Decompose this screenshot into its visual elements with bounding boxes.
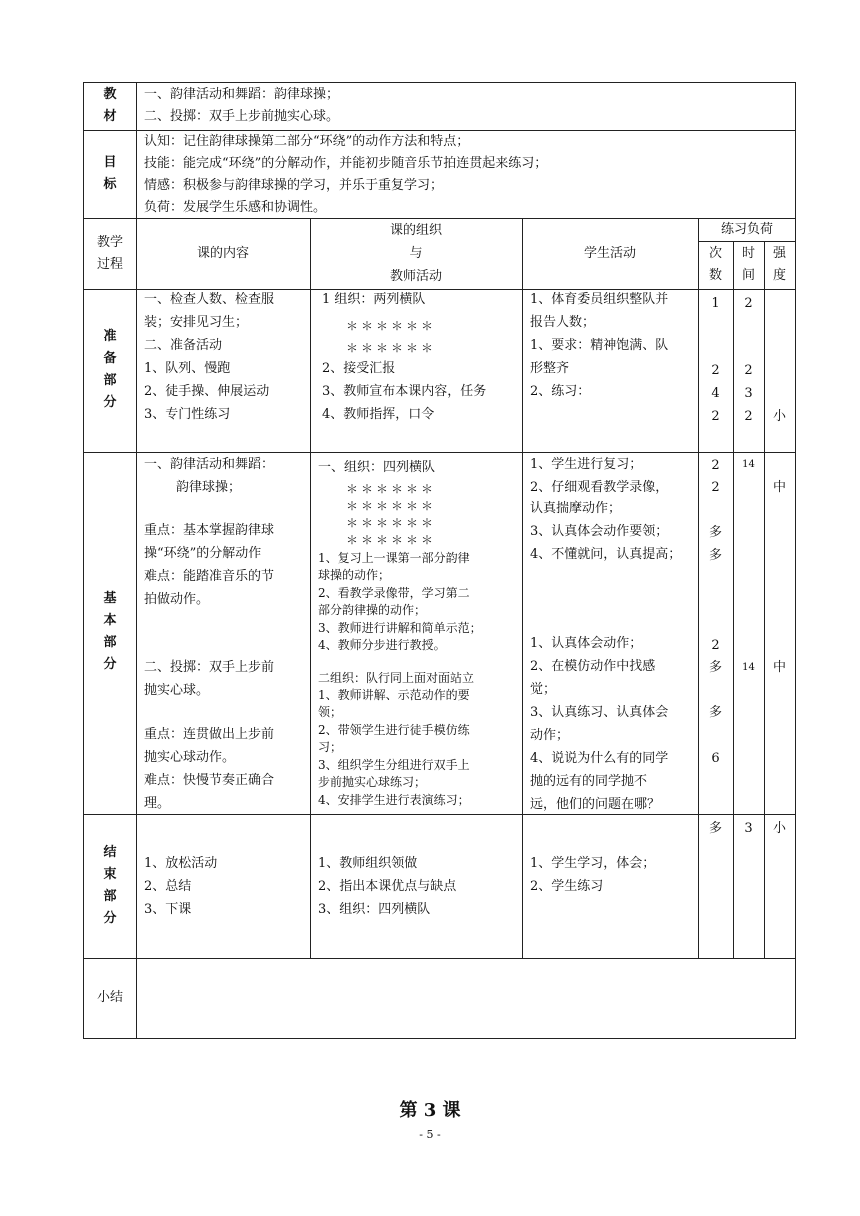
prep-content-3: 二、准备活动 <box>144 338 223 353</box>
header-times-2: 数 <box>708 268 722 283</box>
basic-org1-6: 4、教师分步进行教授。 <box>318 638 446 652</box>
end-content-2: 2、总结 <box>144 879 192 894</box>
basic-student1-5: 4、不懂就问，认真提高； <box>530 547 682 562</box>
header-times-1: 次 <box>708 246 722 261</box>
basic-org2-6: 3、组织学生分组进行双手上 <box>318 758 470 772</box>
basic-times-2: 2 <box>711 480 720 495</box>
header-org-3: 教师活动 <box>389 269 442 284</box>
prep-times-1: 1 <box>711 296 720 311</box>
objective-emotion: 情感：积极参与韵律球操的学习，并乐于重复学习； <box>144 178 444 193</box>
page-number: - 5 - <box>419 1128 441 1141</box>
prep-duration-1: 2 <box>744 296 753 311</box>
prep-times-3: 4 <box>711 386 720 401</box>
basic-formation-row-3: ＊＊＊＊＊＊ <box>346 516 437 530</box>
basic-formation-row-1: ＊＊＊＊＊＊ <box>346 482 437 496</box>
basic-org2-7: 步前抛实心球练习； <box>318 775 427 789</box>
basic-content-10: 抛实心球动作。 <box>144 750 236 765</box>
basic-student2-2: 2、在模仿动作中找感 <box>530 659 656 674</box>
basic-org2-5: 习； <box>318 740 343 754</box>
basic-content-8: 抛实心球。 <box>144 683 210 698</box>
prep-formation-row-1: ＊＊＊＊＊＊ <box>346 319 437 333</box>
end-content-1: 1、放松活动 <box>144 856 218 871</box>
objectives-label: 目 标 <box>103 155 117 192</box>
header-org-2: 与 <box>409 246 423 261</box>
prep-student-1: 1、体育委员组织整队并 <box>530 292 669 307</box>
end-times: 多 <box>708 821 722 836</box>
basic-content-5: 难点：能踏准音乐的节 <box>144 569 275 584</box>
basic-org2-4: 2、带领学生进行徒手模仿练 <box>318 723 470 737</box>
basic-student1-4: 3、认真体会动作要领； <box>530 524 669 539</box>
prep-content-4: 1、队列、慢跑 <box>144 361 231 376</box>
basic-times-3: 多 <box>708 525 722 540</box>
header-process-1: 教学 <box>96 235 123 250</box>
prep-duration-3: 3 <box>744 386 753 401</box>
header-load: 练习负荷 <box>720 222 773 237</box>
basic-org1-1: 1、复习上一课第一部分韵律 <box>318 551 470 565</box>
prep-org-5: 4、教师指挥，口令 <box>322 407 435 422</box>
prep-org-4: 3、教师宣布本课内容，任务 <box>322 384 487 399</box>
end-content-3: 3、下课 <box>144 902 192 917</box>
basic-content-2: 韵律球操； <box>176 480 242 495</box>
summary-label: 小结 <box>96 990 123 1005</box>
header-duration-1: 时 <box>741 246 755 261</box>
basic-times-1: 2 <box>711 458 720 473</box>
basic-label: 基 本 部 分 <box>103 591 117 672</box>
objective-load: 负荷：发展学生乐感和协调性。 <box>144 200 327 215</box>
basic-times-8: 6 <box>711 751 720 766</box>
prep-student-3: 1、要求：精神饱满、队 <box>530 338 669 353</box>
lesson-title: 第 3 课 <box>399 1100 461 1121</box>
basic-org1-5: 3、教师进行讲解和简单示范； <box>318 621 482 635</box>
basic-duration-1: 14 <box>742 459 755 470</box>
basic-org1-2: 球操的动作； <box>318 568 391 582</box>
basic-student2-5: 动作； <box>530 728 570 743</box>
basic-content-1: 一、韵律活动和舞蹈： <box>144 457 275 472</box>
prep-duration-2: 2 <box>744 363 753 378</box>
header-duration-2: 间 <box>741 268 755 283</box>
end-intensity: 小 <box>772 821 786 836</box>
basic-org2-2: 1、教师讲解、示范动作的要 <box>318 688 470 702</box>
basic-org1-4: 部分韵律操的动作； <box>318 603 427 617</box>
objective-cognition: 认知：记住韵律球操第二部分“环绕”的动作方法和特点； <box>144 134 470 149</box>
basic-formation-row-2: ＊＊＊＊＊＊ <box>346 499 437 513</box>
basic-content-7: 二、投掷：双手上步前 <box>144 660 275 675</box>
basic-times-6: 多 <box>708 660 722 675</box>
basic-content-12: 理。 <box>144 796 171 811</box>
material-label: 教 材 <box>103 87 117 124</box>
prep-content-1: 一、检查人数、检查服 <box>144 292 275 307</box>
prep-duration-4: 2 <box>744 409 753 424</box>
basic-content-4: 操“环绕”的分解动作 <box>144 546 262 561</box>
prep-content-5: 2、徒手操、伸展运动 <box>144 384 270 399</box>
basic-intensity-1: 中 <box>772 480 786 495</box>
end-label: 结 束 部 分 <box>103 845 117 926</box>
basic-times-5: 2 <box>711 638 720 653</box>
material-line-2: 二、投掷：双手上步前抛实心球。 <box>144 109 340 124</box>
end-org-1: 1、教师组织领做 <box>318 856 418 871</box>
objective-skill: 技能：能完成“环绕”的分解动作，并能初步随音乐节拍连贯起来练习； <box>144 156 548 171</box>
prep-intensity: 小 <box>772 409 786 424</box>
basic-org1-title: 一、组织：四列横队 <box>318 460 436 475</box>
basic-intensity-2: 中 <box>772 660 786 675</box>
basic-formation-row-4: ＊＊＊＊＊＊ <box>346 533 437 547</box>
prep-times-4: 2 <box>711 409 720 424</box>
basic-times-4: 多 <box>708 548 722 563</box>
prep-content-6: 3、专门性练习 <box>144 407 231 422</box>
prep-org-1: 1 组织：两列横队 <box>322 292 426 307</box>
header-org-1: 课的组织 <box>389 223 442 238</box>
header-process-2: 过程 <box>96 257 123 272</box>
prep-student-2: 报告人数； <box>530 315 596 330</box>
prep-formation-row-2: ＊＊＊＊＊＊ <box>346 341 437 355</box>
basic-student2-6: 4、说说为什么有的同学 <box>530 751 669 766</box>
basic-duration-2: 14 <box>742 662 755 673</box>
end-student-2: 2、学生练习 <box>530 879 604 894</box>
basic-content-6: 拍做动作。 <box>144 592 210 607</box>
header-intensity-1: 强 <box>772 246 786 261</box>
header-content: 课的内容 <box>196 246 249 261</box>
basic-org2-3: 领； <box>318 705 343 719</box>
end-org-3: 3、组织：四列横队 <box>318 902 431 917</box>
basic-student2-8: 远，他们的问题在哪？ <box>530 797 661 812</box>
basic-student1-3: 认真揣摩动作； <box>530 501 622 516</box>
basic-content-11: 难点：快慢节奏正确合 <box>144 773 275 788</box>
prep-org-3: 2、接受汇报 <box>322 361 396 376</box>
basic-org2-1: 二组织：队行同上面对面站立 <box>318 671 475 685</box>
header-student: 学生活动 <box>583 246 636 261</box>
prep-student-5: 2、练习： <box>530 384 591 399</box>
prep-student-4: 形整齐 <box>530 361 570 376</box>
basic-student2-1: 1、认真体会动作； <box>530 636 643 651</box>
header-intensity-2: 度 <box>772 268 786 283</box>
basic-org2-8: 4、安排学生进行表演练习； <box>318 793 470 807</box>
basic-times-7: 多 <box>708 705 722 720</box>
prep-times-2: 2 <box>711 363 720 378</box>
basic-content-9: 重点：连贯做出上步前 <box>144 727 275 742</box>
basic-student2-4: 3、认真练习、认真体会 <box>530 705 669 720</box>
basic-org1-3: 2、看教学录像带，学习第二 <box>318 586 470 600</box>
basic-student2-3: 觉； <box>530 682 557 697</box>
end-duration: 3 <box>744 821 753 836</box>
basic-student1-1: 1、学生进行复习； <box>530 457 643 472</box>
end-org-2: 2、指出本课优点与缺点 <box>318 879 457 894</box>
prep-label: 准 备 部 分 <box>103 329 117 410</box>
basic-student1-2: 2、仔细观看教学录像， <box>530 480 669 495</box>
material-line-1: 一、韵律活动和舞蹈：韵律球操； <box>144 87 340 102</box>
prep-content-2: 装；安排见习生； <box>144 315 249 330</box>
basic-content-3: 重点：基本掌握韵律球 <box>144 523 275 538</box>
end-student-1: 1、学生学习，体会； <box>530 856 656 871</box>
basic-student2-7: 抛的远有的同学抛不 <box>530 774 648 789</box>
